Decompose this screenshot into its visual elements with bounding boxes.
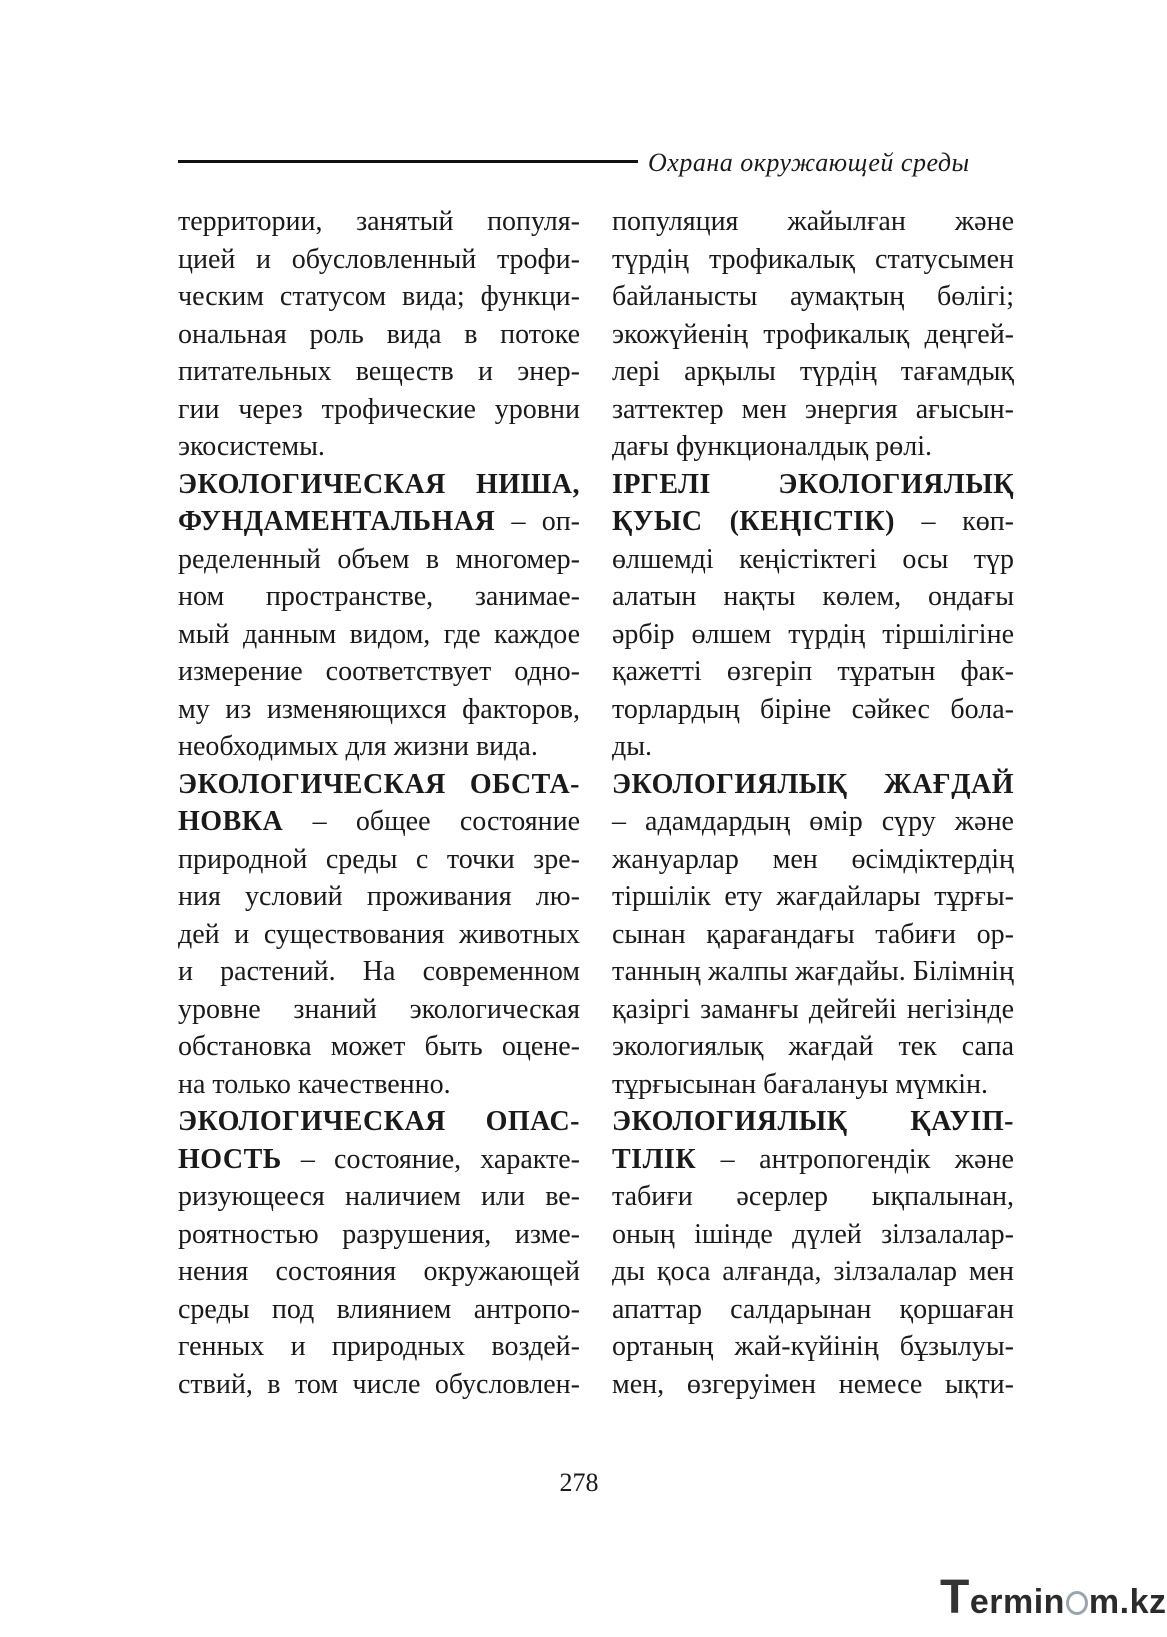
right-column-line — [612, 916, 1014, 954]
left-column-line — [178, 353, 580, 391]
text-run: ческим статусом вида; функци- — [178, 281, 580, 312]
right-column-line — [612, 728, 1014, 766]
text-run: необходимых для жизни вида. — [178, 731, 538, 762]
left-column-line — [178, 1103, 580, 1141]
left-column-line — [178, 578, 580, 616]
left-column-line — [178, 878, 580, 916]
running-head: Охрана окружающей среды — [648, 148, 970, 177]
text-run: – адамдардың өмір сүру және — [612, 806, 1014, 837]
left-column-line — [178, 203, 580, 241]
text-run: оның ішінде дүлей зілзалалар- — [612, 1218, 1014, 1250]
right-column-line — [612, 203, 1014, 241]
text-run: сынан қарағандағы табиғи ор- — [612, 918, 1014, 950]
text-run: апаттар салдарынан қоршаған — [612, 1293, 1014, 1325]
right-column — [612, 203, 1014, 1403]
left-column-line — [178, 803, 580, 841]
watermark-text-start: ermin — [969, 1583, 1065, 1621]
text-run: – оп- — [495, 506, 580, 537]
right-column-line — [612, 991, 1014, 1029]
text-run: – антропогендік және — [696, 1143, 1014, 1175]
text-run: экожүйенің трофикалық деңгей- — [612, 318, 1014, 350]
text-run: ризующееся наличием или ве- — [178, 1181, 580, 1212]
left-column-line — [178, 1216, 580, 1254]
right-column-line — [612, 878, 1014, 916]
left-column-line — [178, 316, 580, 354]
text-run: измерение соответствует одно- — [178, 656, 580, 687]
left-column-line — [178, 691, 580, 729]
right-column-line — [612, 1328, 1014, 1366]
term-heading: ЭКОЛОГИЧЕСКАЯ ОПАС- — [178, 1106, 580, 1137]
text-run: табиғи әсерлер ықпалынан, — [612, 1181, 1014, 1212]
text-run: экологиялық жағдай тек сапа — [612, 1031, 1014, 1062]
right-column-line — [612, 1103, 1014, 1141]
left-column — [178, 203, 580, 1403]
right-column-line — [612, 803, 1014, 841]
text-run: ды қоса алғанда, зілзалалар мен — [612, 1256, 1014, 1287]
left-column-line — [178, 1028, 580, 1066]
left-column-line — [178, 1066, 580, 1104]
text-run: ределенный объем в многомер- — [178, 543, 580, 575]
term-heading: ФУНДАМЕНТАЛЬНАЯ — [178, 506, 496, 537]
text-run: ствий, в том числе обусловлен- — [178, 1368, 580, 1400]
left-column-line — [178, 391, 580, 429]
text-run: торлардың біріне сәйкес бола- — [612, 693, 1014, 725]
left-column-line — [178, 916, 580, 954]
text-run: ния условий проживания лю- — [178, 881, 580, 912]
term-heading: ТІЛІК — [612, 1143, 697, 1175]
right-column-line — [612, 578, 1014, 616]
term-heading: ЭКОЛОГИЧЕСКАЯ НИША, — [178, 468, 580, 500]
text-run: ном пространстве, занимае- — [178, 581, 580, 612]
text-run: и растений. На современном — [178, 956, 580, 987]
site-watermark — [940, 1570, 1167, 1625]
right-column-line — [612, 353, 1014, 391]
watermark-initial: T — [940, 1571, 970, 1624]
text-run: қазіргі заманғы дейгейі негізінде — [612, 993, 1014, 1025]
right-column-line — [612, 503, 1014, 541]
left-column-line — [178, 766, 580, 804]
left-column-line — [178, 991, 580, 1029]
text-run: роятностью разрушения, изме- — [178, 1218, 580, 1250]
left-column-line — [178, 503, 580, 541]
right-column-line — [612, 1028, 1014, 1066]
text-run: нения состояния окружающей — [178, 1256, 580, 1287]
left-column-line — [178, 428, 580, 466]
right-column-line — [612, 428, 1014, 466]
text-run: му из изменяющихся факторов, — [178, 693, 580, 725]
right-column-line — [612, 1178, 1014, 1216]
watermark-text-end: m.kz — [1088, 1583, 1167, 1621]
text-run: дағы функционалдық рөлі. — [612, 431, 933, 462]
term-heading: ЭКОЛОГИЧЕСКАЯ ОБСТА- — [178, 768, 580, 800]
left-column-line — [178, 1291, 580, 1329]
header-rule — [178, 160, 638, 163]
right-column-line — [612, 766, 1014, 804]
text-run: байланысты аумақтың бөлігі; — [612, 281, 1014, 312]
right-column-line — [612, 841, 1014, 879]
right-column-line — [612, 1366, 1014, 1404]
left-column-line — [178, 953, 580, 991]
right-column-line — [612, 466, 1014, 504]
right-column-line — [612, 1291, 1014, 1329]
right-column-line — [612, 1141, 1014, 1179]
right-column-line — [612, 316, 1014, 354]
left-column-line — [178, 1253, 580, 1291]
text-run: уровне знаний экологическая — [178, 993, 580, 1025]
text-run: тіршілік ету жағдайлары тұрғы- — [612, 881, 1014, 912]
text-run: территории, занятый популя- — [178, 206, 580, 237]
text-run: природной среды с точки зре- — [178, 843, 580, 875]
right-column-line — [612, 616, 1014, 654]
left-column-line — [178, 466, 580, 504]
text-run: ональная роль вида в потоке — [178, 318, 580, 350]
text-run: лері арқылы түрдің тағамдық — [612, 356, 1014, 387]
right-column-line — [612, 653, 1014, 691]
text-run: экосистемы. — [178, 431, 325, 462]
right-column-line — [612, 391, 1014, 429]
text-run: – общее состояние — [283, 806, 580, 837]
term-heading: ІРГЕЛІ ЭКОЛОГИЯЛЫҚ — [612, 468, 1014, 500]
term-heading: НОСТЬ — [178, 1143, 282, 1175]
right-column-line — [612, 953, 1014, 991]
left-column-line — [178, 728, 580, 766]
text-run: заттектер мен энергия ағысын- — [612, 393, 1014, 425]
page-number: 278 — [559, 1468, 599, 1497]
left-column-line — [178, 278, 580, 316]
text-run: жануарлар мен өсімдіктердің — [612, 843, 1014, 875]
left-column-line — [178, 241, 580, 279]
text-run: танның жалпы жағдайы. Білімнің — [612, 956, 1014, 987]
text-run: тұрғысынан бағалануы мүмкін. — [612, 1068, 989, 1100]
right-column-line — [612, 1216, 1014, 1254]
text-run: – состояние, характе- — [281, 1143, 580, 1175]
text-run: – көп- — [895, 506, 1015, 537]
term-heading: ҚУЫС (КЕҢІСТІК) — [612, 506, 896, 537]
text-run: генных и природных воздей- — [178, 1331, 580, 1362]
right-column-line — [612, 1066, 1014, 1104]
text-run: цией и обусловленный трофи- — [178, 243, 580, 275]
right-column-line — [612, 1253, 1014, 1291]
right-column-line — [612, 241, 1014, 279]
term-heading: НОВКА — [178, 806, 284, 837]
text-run: популяция жайылған және — [612, 206, 1014, 237]
term-heading: ЭКОЛОГИЯЛЫҚ ҚАУІП- — [612, 1106, 1014, 1137]
right-column-line — [612, 691, 1014, 729]
text-run: ды. — [612, 731, 653, 762]
text-run: обстановка может быть оцене- — [178, 1031, 580, 1062]
left-column-line — [178, 1328, 580, 1366]
text-run: гии через трофические уровни — [178, 393, 580, 425]
text-run: мый данным видом, где каждое — [178, 618, 580, 650]
text-run: мен, өзгеруімен немесе ықти- — [612, 1368, 1014, 1400]
text-run: өлшемді кеңістіктегі осы түр — [612, 543, 1014, 575]
text-run: әрбір өлшем түрдің тіршілігіне — [612, 618, 1014, 650]
text-run: түрдің трофикалық статусымен — [612, 243, 1014, 275]
text-run: на только качественно. — [178, 1068, 451, 1100]
left-column-line — [178, 541, 580, 579]
left-column-line — [178, 841, 580, 879]
right-column-line — [612, 278, 1014, 316]
text-run: среды под влиянием антропо- — [178, 1293, 580, 1325]
text-run: дей и существования животных — [178, 918, 580, 950]
right-column-line — [612, 541, 1014, 579]
text-run: қажетті өзгеріп тұратын фак- — [612, 656, 1014, 687]
text-run: алатын нақты көлем, ондағы — [612, 581, 1014, 612]
text-run: питательных веществ и энер- — [178, 356, 580, 387]
left-column-line — [178, 1141, 580, 1179]
left-column-line — [178, 1366, 580, 1404]
magnifier-icon — [1066, 1591, 1088, 1615]
left-column-line — [178, 1178, 580, 1216]
left-column-line — [178, 653, 580, 691]
term-heading: ЭКОЛОГИЯЛЫҚ ЖАҒДАЙ — [612, 768, 1014, 800]
text-run: ортаның жай-күйінің бұзылуы- — [612, 1331, 1014, 1362]
left-column-line — [178, 616, 580, 654]
